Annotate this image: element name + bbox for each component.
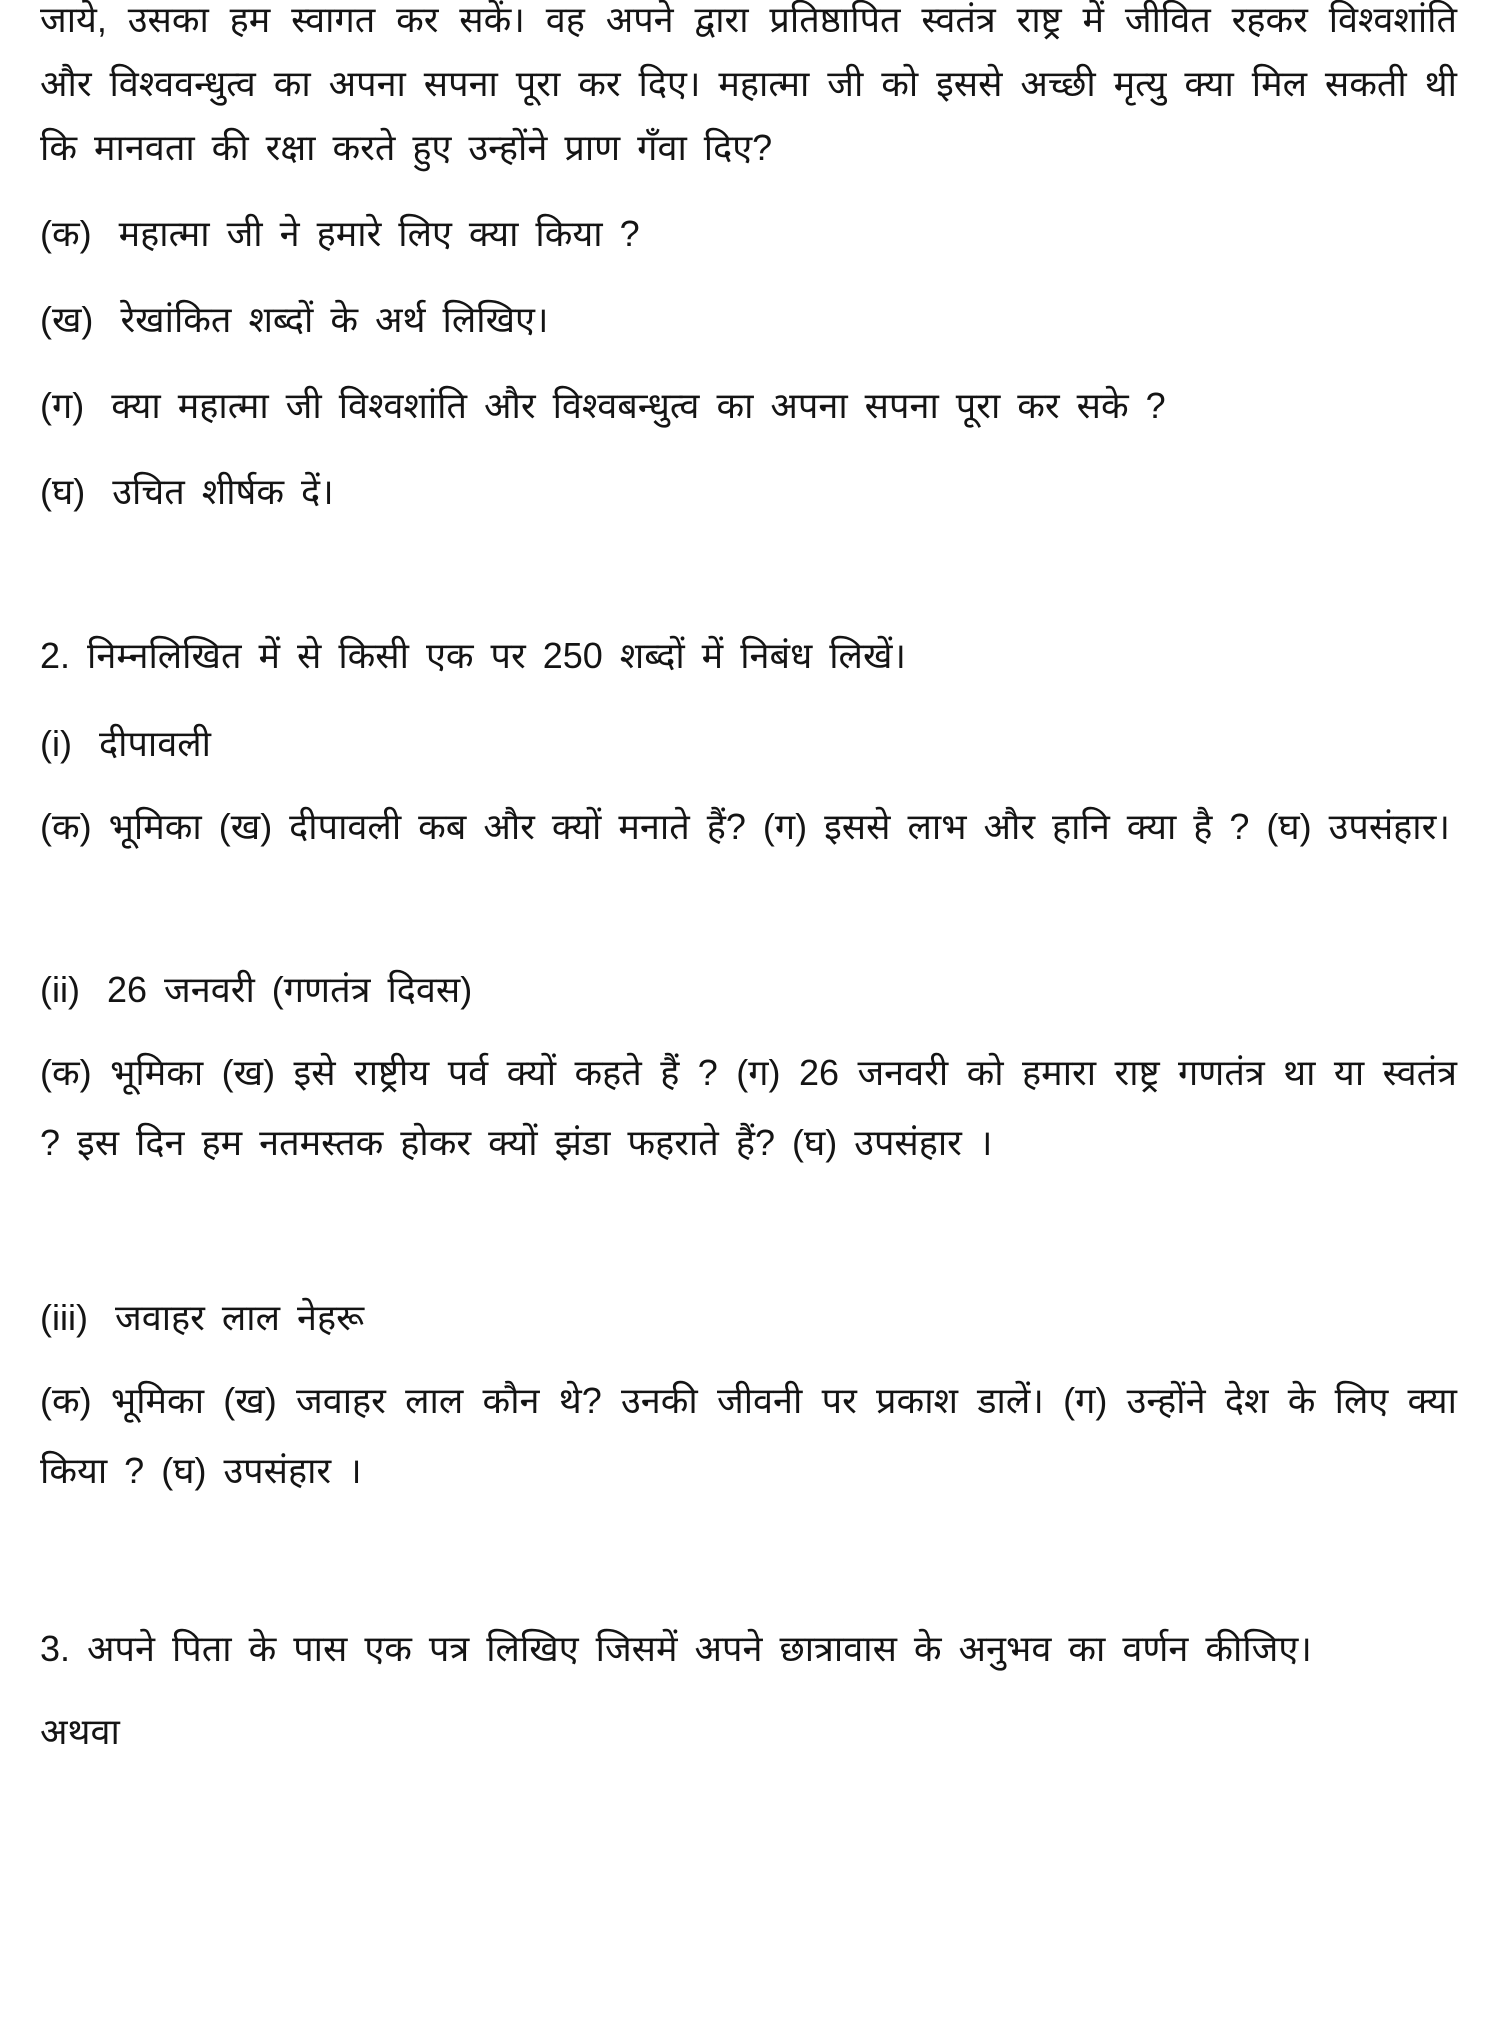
- topic-label: (ii): [40, 969, 80, 1010]
- topic-name: दीपावली: [99, 723, 211, 764]
- essay-topic-deepavali: [40, 712, 1457, 862]
- question1-part-ka: [40, 202, 1457, 266]
- question2-heading: 2. निम्नलिखित में से किसी एक पर 250 शब्दों में निबंध लिखें।: [40, 635, 907, 676]
- part-label: (ख): [40, 299, 94, 340]
- topic-name: 26 जनवरी (गणतंत्र दिवस): [107, 969, 473, 1010]
- part-text: उचित शीर्षक दें।: [112, 471, 334, 512]
- part-text: रेखांकित शब्दों के अर्थ लिखिए।: [120, 299, 549, 340]
- topic-label: (i): [40, 723, 72, 764]
- essay-topic-jawahar-lal-nehru: [40, 1286, 1457, 1506]
- topic-title: [40, 712, 1457, 776]
- topic-outline: (क) भूमिका (ख) दीपावली कब और क्यों मनाते हैं? (ग) इससे लाभ और हानि क्या है ? (घ) उपसंहार।: [40, 806, 1450, 847]
- topic-outline: (क) भूमिका (ख) इसे राष्ट्रीय पर्व क्यों कहते हैं ? (ग) 26 जनवरी को हमारा राष्ट्र गणतंत्र था या स्वतंत्र ? इस दिन हम नतमस्तक होकर क्यों झंडा फहराते हैं? (घ) उपसंहार ।: [40, 1052, 1457, 1163]
- topic-title: [40, 1286, 1457, 1350]
- part-label: (घ): [40, 471, 86, 512]
- passage-paragraph: जाये, उसका हम स्वागत कर सकें। वह अपने द्वारा प्रतिष्ठापित स्वतंत्र राष्ट्र में जीवित रहकर विश्वशांति और विश्ववन्धुत्व का अपना सपना पूरा कर दिए। महात्मा जी को इससे अच्छी मृत्यु क्या मिल सकती थी कि मानवता की रक्षा करते हुए उन्होंने प्राण गँवा दिए?: [40, 0, 1457, 168]
- or-divider-label: अथवा: [40, 1711, 120, 1752]
- part-label: (ग): [40, 385, 85, 426]
- part-text: महात्मा जी ने हमारे लिए क्या किया ?: [118, 213, 640, 254]
- question3-text: 3. अपने पिता के पास एक पत्र लिखिए जिसमें अपने छात्रावास के अनुभव का वर्णन कीजिए।: [40, 1628, 1312, 1669]
- part-text: क्या महात्मा जी विश्वशांति और विश्वबन्धुत्व का अपना सपना पूरा कर सके ?: [111, 385, 1166, 426]
- question1-part-gha: [40, 460, 1457, 524]
- part-label: (क): [40, 213, 92, 254]
- question1-part-kha: [40, 288, 1457, 352]
- topic-label: (iii): [40, 1297, 88, 1338]
- topic-title: [40, 958, 1457, 1022]
- question1-part-ga: [40, 374, 1457, 438]
- topic-outline: (क) भूमिका (ख) जवाहर लाल कौन थे? उनकी जीवनी पर प्रकाश डालें। (ग) उन्होंने देश के लिए क्या किया ? (घ) उपसंहार ।: [40, 1380, 1457, 1491]
- essay-topic-republic-day: [40, 958, 1457, 1178]
- topic-name: जवाहर लाल नेहरू: [115, 1297, 365, 1338]
